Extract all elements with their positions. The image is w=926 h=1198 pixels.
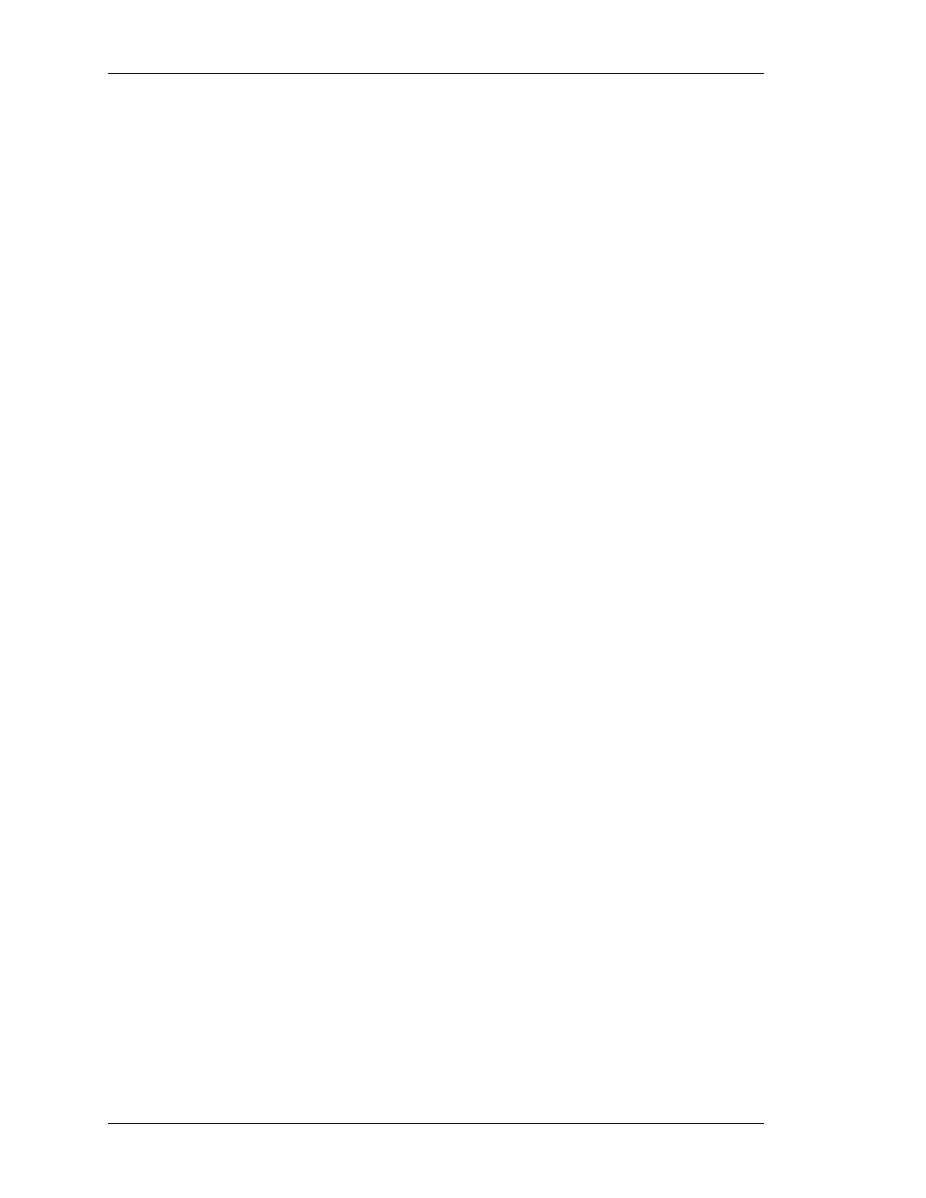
table-of-contents (108, 90, 764, 129)
page-column-label (108, 90, 764, 108)
header-rule (108, 73, 764, 74)
footer-rule (108, 1123, 764, 1124)
